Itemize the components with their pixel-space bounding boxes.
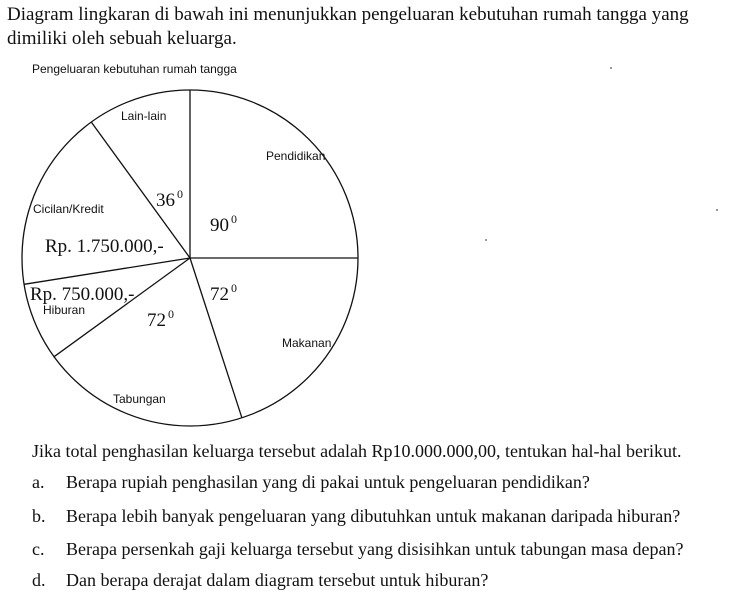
slice-value-label: Rp. 1.750.000,- — [45, 236, 164, 257]
degree-mark: 0 — [168, 307, 174, 321]
degree-mark: 0 — [231, 281, 237, 295]
slice-value-label: 72 $^0$ — [210, 281, 237, 305]
slice-category-label: Hiburan — [43, 303, 86, 317]
item-letter: b. — [32, 506, 46, 526]
speck-mark — [485, 239, 487, 241]
speck-mark — [610, 67, 612, 69]
slice-category-label: Tabungan — [113, 392, 166, 406]
item-text: Berapa rupiah penghasilan yang di pakai untuk pengeluaran pendidikan? — [66, 472, 590, 492]
intro-text: Diagram lingkaran di bawah ini menunjukkan pengeluaran kebutuhan rumah tangga yang dimiliki oleh sebuah keluarga. — [7, 4, 689, 49]
item-text: Dan berapa derajat dalam diagram tersebut untuk hiburan? — [66, 570, 489, 590]
slice-value-label: 36 $^0$ — [156, 187, 183, 211]
item-letter: d. — [32, 570, 46, 590]
question-text: Jika total penghasilan keluarga tersebut adalah Rp10.000.000,00, tentukan hal-hal berikut. — [32, 441, 682, 461]
speck-mark — [716, 209, 718, 211]
slice-value-label: Rp. 750.000,- — [30, 284, 135, 305]
slice-category-label: Pendidikan — [266, 149, 326, 163]
slice-category-label: Makanan — [282, 336, 332, 350]
slice-value-label: 72 $^0$ — [147, 307, 174, 331]
chart-title: Pengeluaran kebutuhan rumah tangga — [32, 62, 237, 76]
question-item-d — [32, 570, 488, 591]
item-letter: c. — [32, 539, 45, 559]
question-item-c — [32, 539, 683, 560]
slice-category-label: Cicilan/Kredit — [33, 202, 104, 216]
slice-boundary — [24, 258, 190, 284]
item-text: Berapa lebih banyak pengeluaran yang dibutuhkan untuk makanan daripada hiburan? — [66, 506, 681, 526]
question-item-a — [32, 472, 590, 493]
slice-category-label: Lain-lain — [121, 109, 167, 123]
slice-value-label: 90 $^0$ — [210, 212, 237, 236]
item-text: Berapa persenkah gaji keluarga tersebut yang disisihkan untuk tabungan masa depan? — [66, 539, 684, 559]
degree-mark: 0 — [177, 187, 183, 201]
question-item-b — [32, 506, 680, 527]
item-letter: a. — [32, 472, 45, 492]
degree-mark: 0 — [231, 212, 237, 226]
